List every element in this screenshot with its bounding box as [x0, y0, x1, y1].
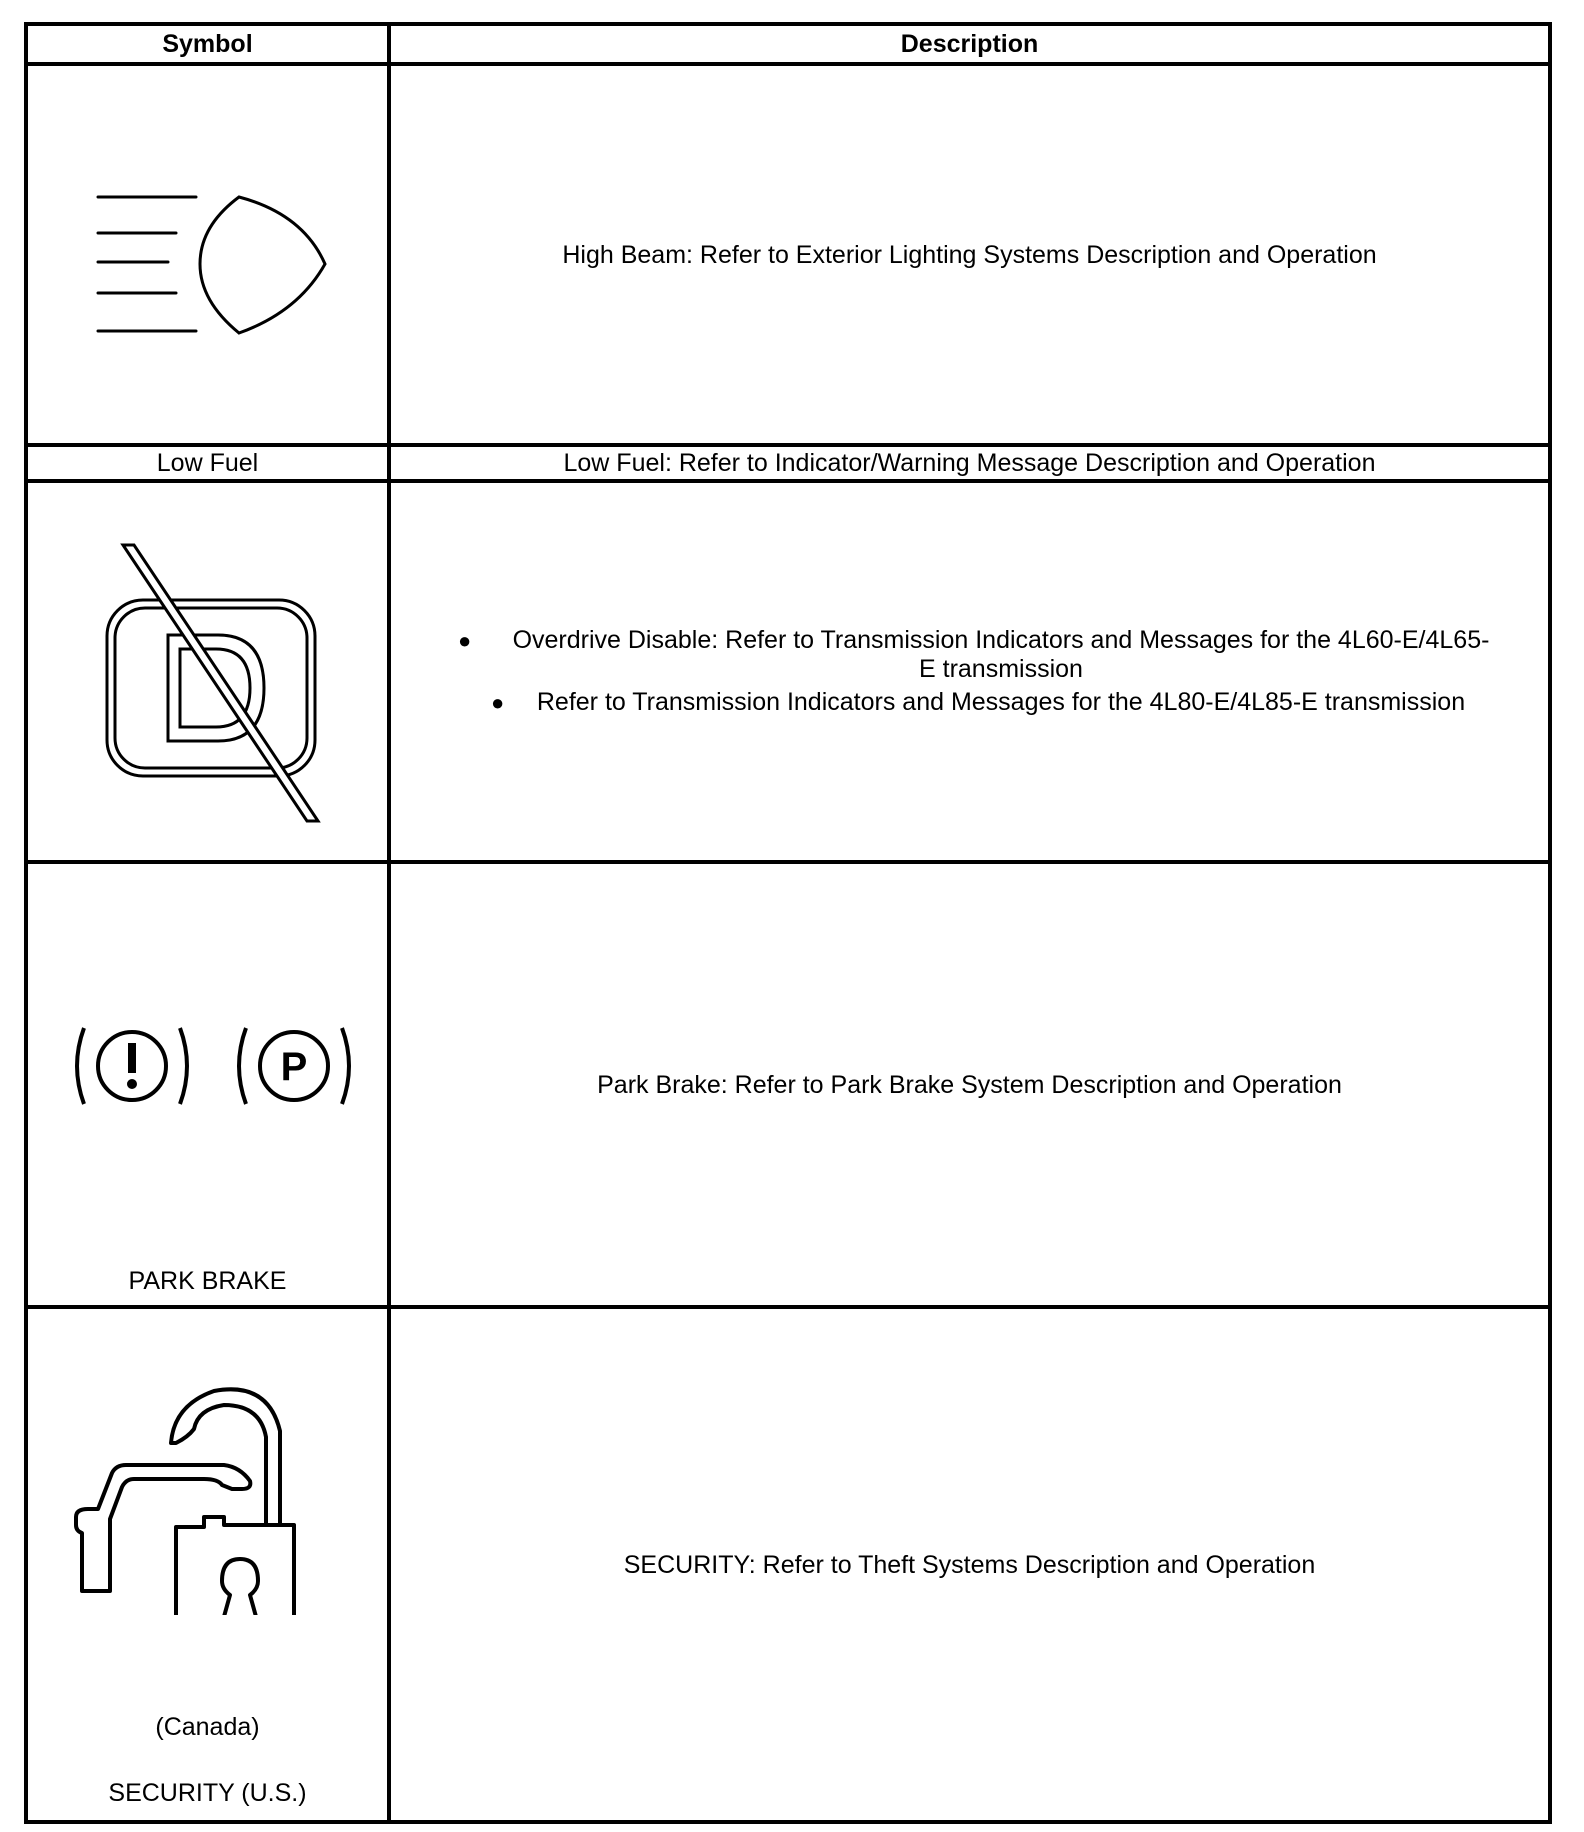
- symbol-cell: [26, 481, 389, 862]
- table-row-security: [26, 1307, 1550, 1822]
- brake-warning-icon: [62, 1016, 202, 1116]
- table-row-overdrive: [26, 481, 1550, 862]
- bullet-text: Overdrive Disable: Refer to Transmission Indicators and Messages for the 4L60-E/4L65-E transmission: [512, 626, 1490, 683]
- header-symbol: Symbol: [26, 24, 389, 64]
- description-cell: High Beam: Refer to Exterior Lighting Systems Description and Operation: [389, 64, 1550, 445]
- symbol-cell: [26, 1307, 389, 1822]
- header-description: Description: [389, 24, 1550, 64]
- padlock-icon: [54, 1375, 354, 1615]
- symbol-cell: [26, 64, 389, 445]
- description-cell: Park Brake: Refer to Park Brake System Description and Operation: [389, 862, 1550, 1307]
- security-caption-canada: (Canada): [155, 1713, 260, 1741]
- symbol-text: Low Fuel: [26, 445, 389, 481]
- svg-text:P: P: [280, 1045, 308, 1089]
- table-row-low-fuel: [26, 445, 1550, 481]
- description-cell: Low Fuel: Refer to Indicator/Warning Message Description and Operation: [389, 445, 1550, 481]
- symbol-cell: [26, 862, 389, 1307]
- description-bullets: [391, 626, 1548, 717]
- list-item: [491, 688, 1501, 717]
- park-brake-caption: PARK BRAKE: [128, 1267, 287, 1295]
- description-cell: [389, 481, 1550, 862]
- park-brake-icon: [224, 1016, 364, 1116]
- table-row-high-beam: [26, 64, 1550, 445]
- table-row-park-brake: [26, 862, 1550, 1307]
- security-caption-us: SECURITY (U.S.): [108, 1779, 307, 1807]
- description-cell: SECURITY: Refer to Theft Systems Description and Operation: [389, 1307, 1550, 1822]
- bullet-text: Refer to Transmission Indicators and Messages for the 4L80-E/4L85-E transmission: [536, 688, 1466, 716]
- header-row: [26, 24, 1550, 64]
- high-beam-icon: [28, 66, 391, 438]
- symbol-table: [24, 22, 1552, 1824]
- list-item: [458, 626, 1496, 684]
- bullet-icon: ●: [491, 690, 505, 715]
- bullet-icon: ●: [458, 628, 472, 653]
- overdrive-disable-icon: [28, 483, 391, 855]
